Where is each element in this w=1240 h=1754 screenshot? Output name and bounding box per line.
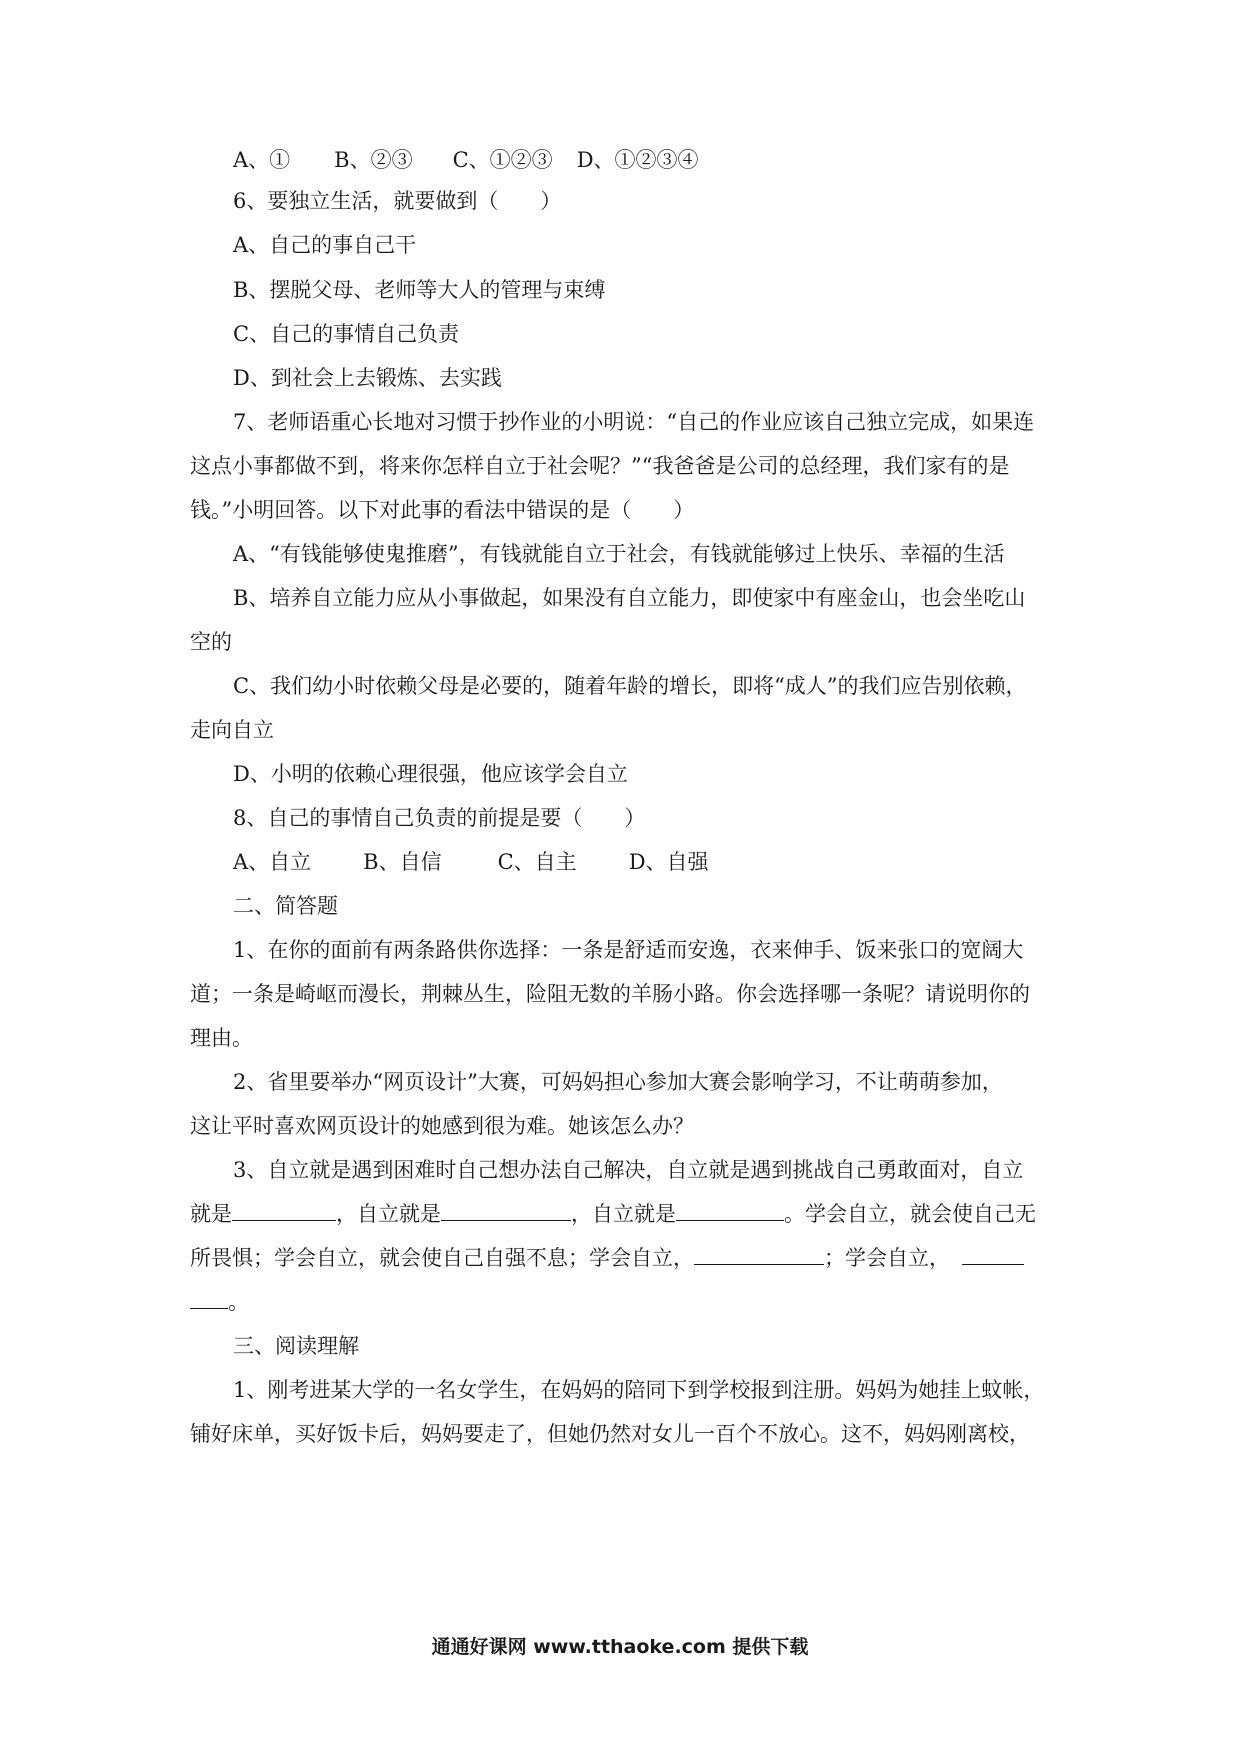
option-c: C、①②③ [452,148,553,172]
q6-option-d: D、到社会上去锻炼、去实践 [233,366,502,390]
section-3-heading: 三、阅读理解 [233,1334,359,1358]
question-8: 8、自己的事情自己负责的前提是要（ ） [233,806,646,830]
s3-question-1-line-1: 1、刚考进某大学的一名女学生，在妈妈的陪同下到学校报到注册。妈妈为她挂上蚊帐， [233,1378,1045,1402]
s2-question-1-line-3: 理由。 [190,1026,253,1050]
q7-option-b-line-2: 空的 [190,630,232,654]
page-footer: 通通好课网 www.tthaoke.com 提供下载 [431,1636,809,1658]
q8-option-d: D、自强 [628,850,709,874]
fill-blank-5-start[interactable] [962,1244,1024,1265]
s2-question-3-line-1: 3、自立就是遇到困难时自己想办法自己解决，自立就是遇到挑战自己勇敢面对，自立 [233,1158,1024,1182]
fill-blank-5-end[interactable] [190,1288,228,1309]
text-segment: ，自立就是 [336,1202,441,1226]
question-7-line-2: 这点小事都做不到，将来你怎样自立于社会呢？”“我爸爸是公司的总经理，我们家有的是 [190,454,1010,478]
text-segment: 所畏惧；学会自立，就会使自己自强不息；学会自立， [190,1246,694,1270]
q7-option-d: D、小明的依赖心理很强，他应该学会自立 [233,762,628,786]
q7-option-a: A、“有钱能够使鬼推磨”，有钱就能自立于社会，有钱就能够过上快乐、幸福的生活 [233,542,1005,566]
question-7-line-1: 7、老师语重心长地对习惯于抄作业的小明说：“自己的作业应该自己独立完成，如果连 [233,410,1035,434]
q7-option-c-line-1: C、我们幼小时依赖父母是必要的，随着年龄的增长，即将“成人”的我们应告别依赖， [233,674,1027,698]
text-segment: 。 [228,1290,249,1314]
option-b: B、②③ [334,148,413,172]
q8-option-c: C、自主 [497,850,577,874]
option-d: D、①②③④ [576,148,699,172]
fill-blank-1[interactable] [232,1200,336,1221]
question-7-line-3: 钱。”小明回答。以下对此事的看法中错误的是（ ） [190,498,695,522]
q6-option-b: B、摆脱父母、老师等大人的管理与束缚 [233,278,606,302]
q7-option-c-line-2: 走向自立 [190,718,274,742]
text-segment: ；学会自立， [824,1246,950,1270]
fill-blank-2[interactable] [441,1200,571,1221]
question-6: 6、要独立生活，就要做到（ ） [233,189,562,213]
s2-question-1-line-1: 1、在你的面前有两条路供你选择：一条是舒适而安逸，衣来伸手、饭来张口的宽阔大 [233,938,1024,962]
s2-question-3-line-2 [190,1200,1036,1228]
s2-question-3-line-3 [190,1244,1024,1272]
section-2-heading: 二、简答题 [233,894,338,918]
s2-question-2-line-2: 这让平时喜欢网页设计的她感到很为难。她该怎么办？ [190,1114,694,1138]
q8-option-b: B、自信 [363,850,442,874]
fill-blank-4[interactable] [694,1244,824,1265]
text-segment: ，自立就是 [571,1202,676,1226]
s3-question-1-line-2: 铺好床单，买好饭卡后，妈妈要走了，但她仍然对女儿一百个不放心。这不，妈妈刚离校， [190,1422,1030,1446]
option-a: A、① [233,148,291,172]
q5-options [233,146,699,174]
q8-option-a: A、自立 [233,850,312,874]
s2-question-1-line-2: 道；一条是崎岖而漫长，荆棘丛生，险阻无数的羊肠小路。你会选择哪一条呢？请说明你的 [190,982,1030,1006]
q8-options [233,848,709,876]
q7-option-b-line-1: B、培养自立能力应从小事做起，如果没有自立能力，即使家中有座金山，也会坐吃山 [233,586,1026,610]
text-segment: 。学会自立，就会使自己无 [784,1202,1036,1226]
text-segment: 就是 [190,1202,232,1226]
q6-option-c: C、自己的事情自己负责 [233,322,460,346]
fill-blank-3[interactable] [676,1200,784,1221]
s2-question-3-line-4 [190,1288,249,1316]
q6-option-a: A、自己的事自己干 [233,233,417,257]
s2-question-2-line-1: 2、省里要举办“网页设计”大赛，可妈妈担心参加大赛会影响学习，不让萌萌参加， [233,1070,1003,1094]
